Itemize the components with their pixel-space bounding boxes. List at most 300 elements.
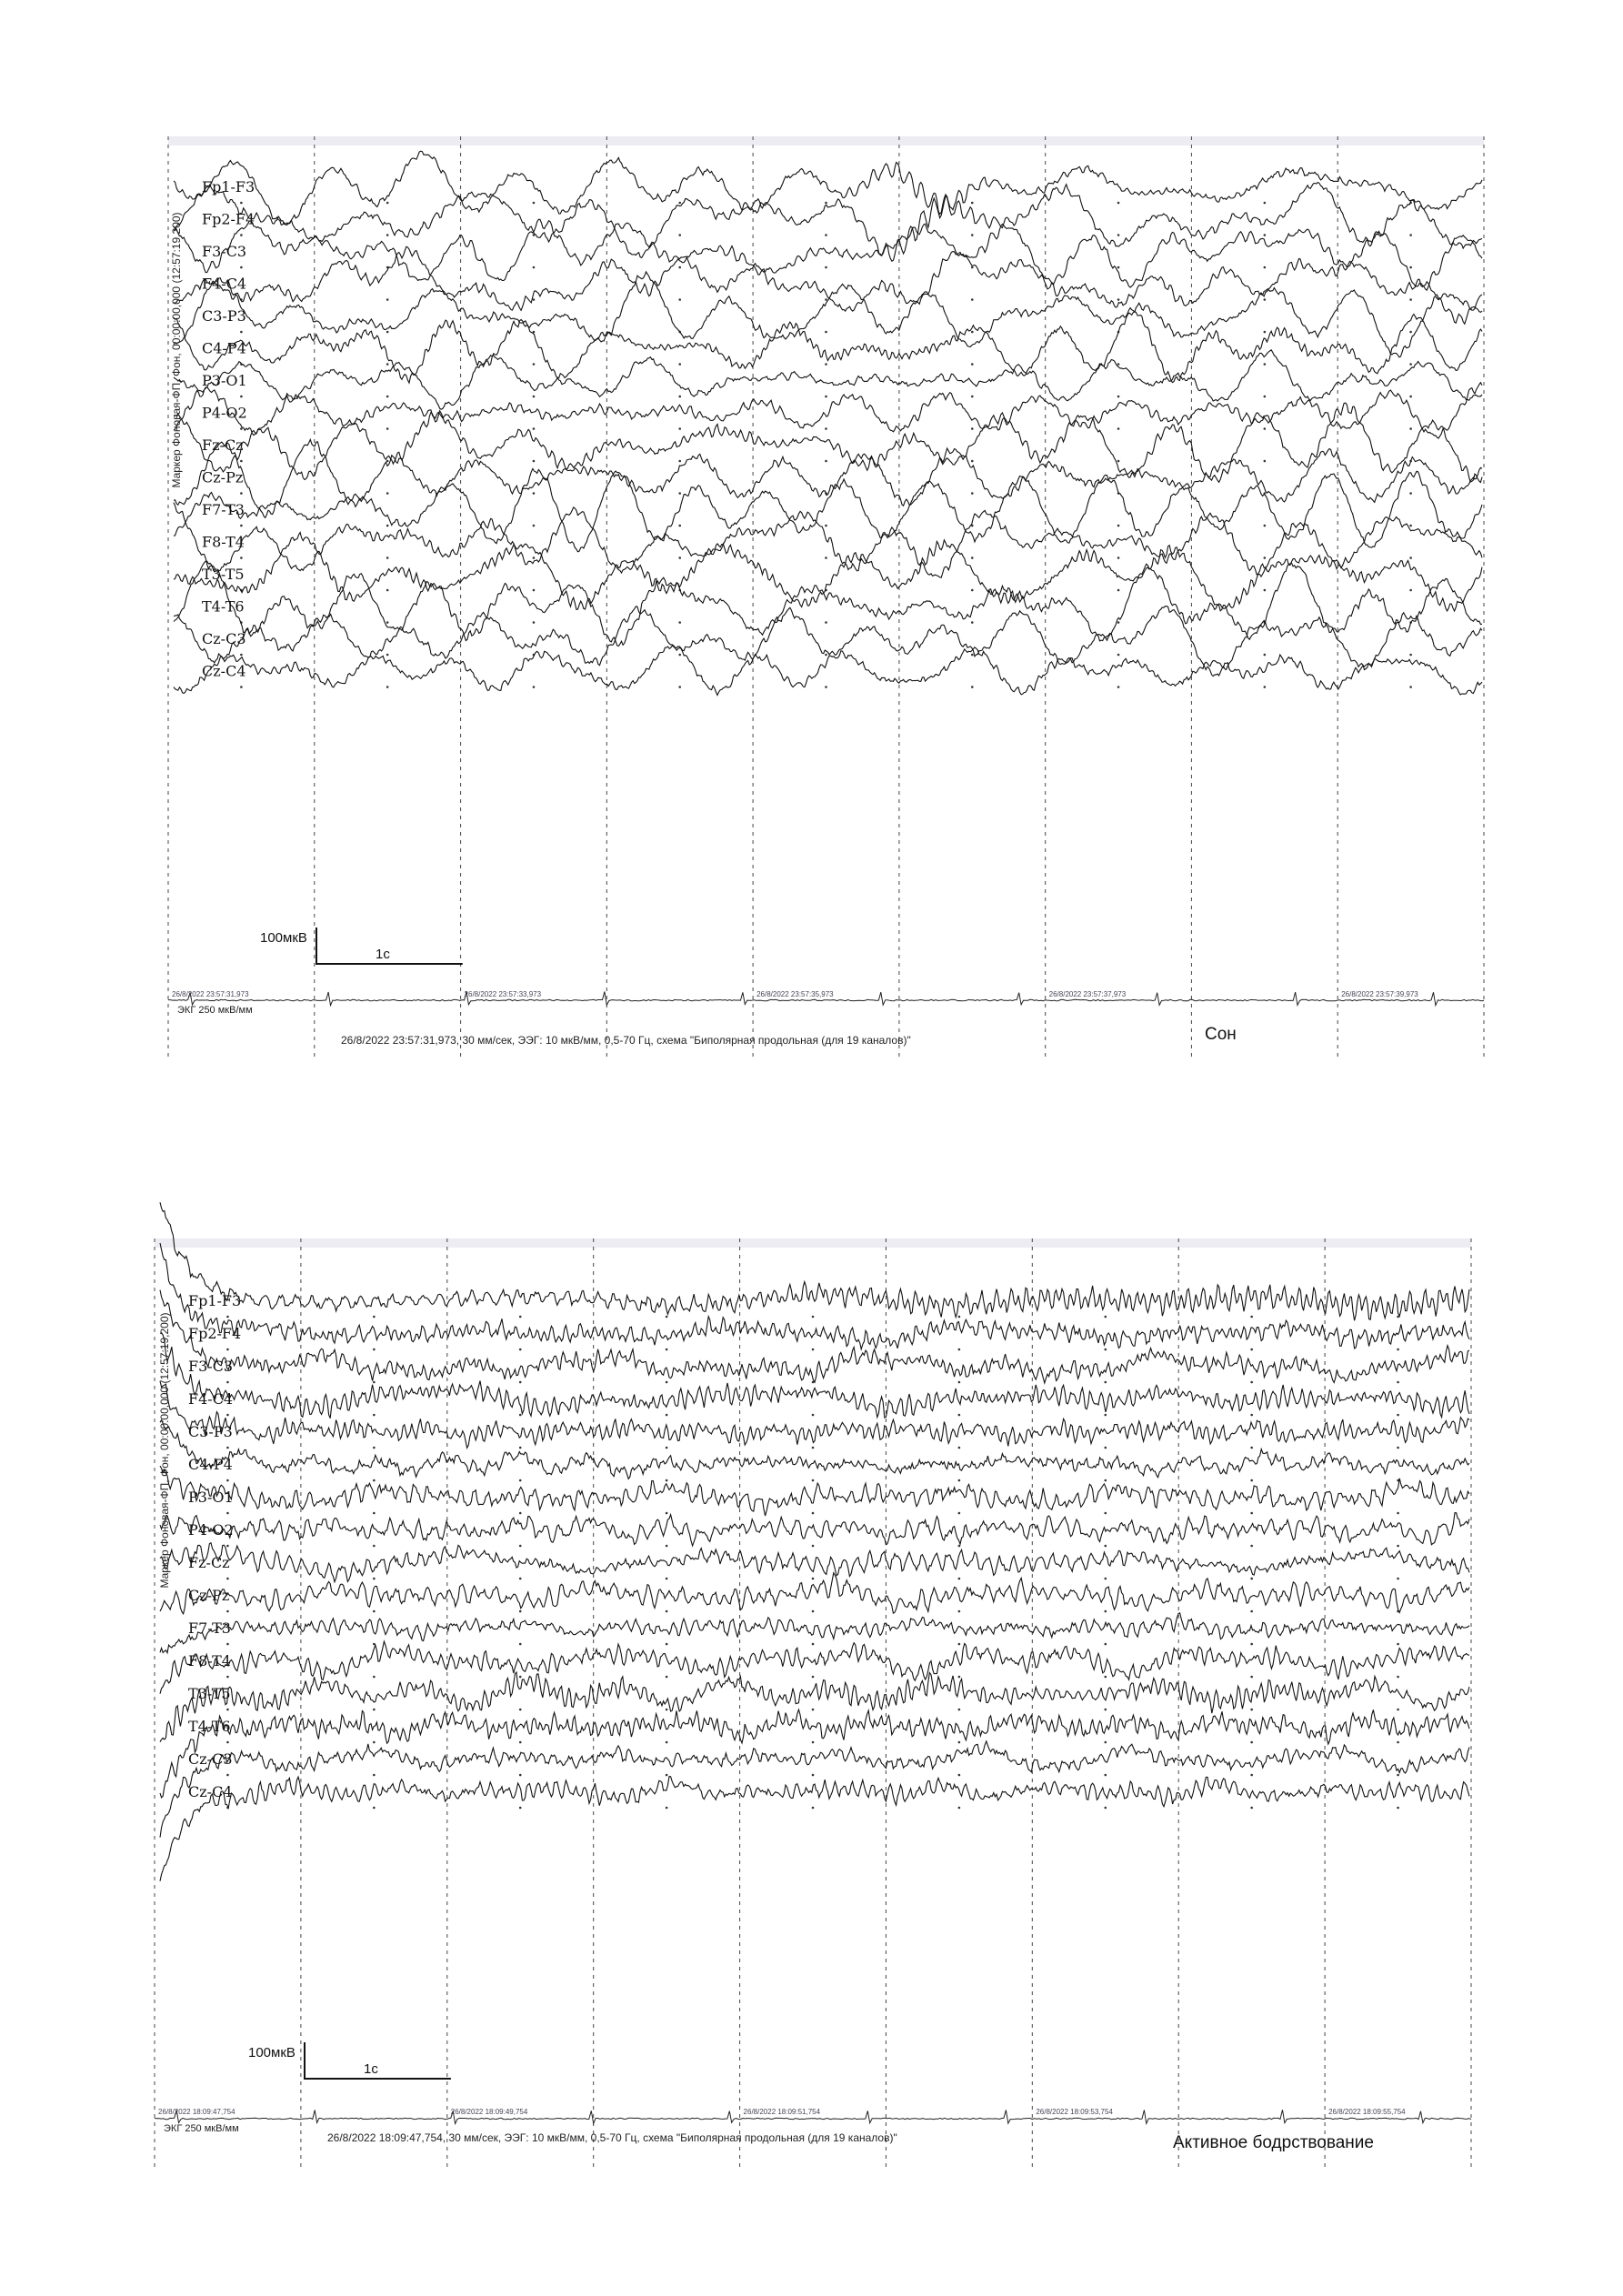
half-second-dot: [519, 1774, 522, 1777]
half-second-dot: [1117, 427, 1120, 430]
half-second-dot: [386, 331, 389, 334]
channel-label: F3-C3: [202, 243, 247, 260]
half-second-dot: [373, 1479, 376, 1482]
half-second-dot: [386, 234, 389, 236]
timestamp: 26/8/2022 23:57:31,973: [172, 990, 249, 998]
half-second-dot: [1117, 298, 1120, 301]
half-second-dot: [1397, 1414, 1399, 1417]
half-second-dot: [971, 589, 974, 592]
scale-amplitude-label: 100мкВ: [260, 930, 307, 946]
half-second-dot: [678, 525, 681, 527]
eeg-trace-cz-pz: [160, 1573, 1469, 1614]
half-second-dot: [226, 1578, 229, 1580]
half-second-dot: [678, 266, 681, 269]
half-second-dot: [971, 266, 974, 269]
half-second-dot: [1250, 1447, 1253, 1449]
half-second-dot: [519, 1643, 522, 1646]
half-second-dot: [386, 427, 389, 430]
top-band: [168, 136, 1484, 145]
half-second-dot: [812, 1512, 815, 1515]
half-second-dot: [1409, 298, 1412, 301]
eeg-trace-cz-c4: [160, 1777, 1469, 1881]
half-second-dot: [666, 1381, 668, 1384]
half-second-dot: [226, 1316, 229, 1318]
half-second-dot: [958, 1447, 961, 1449]
half-second-dot: [1250, 1512, 1253, 1515]
channel-label: P3-O1: [188, 1489, 234, 1506]
half-second-dot: [519, 1414, 522, 1417]
half-second-dot: [1250, 1676, 1253, 1679]
half-second-dot: [1264, 460, 1267, 463]
half-second-dot: [373, 1316, 376, 1318]
half-second-dot: [958, 1610, 961, 1613]
half-second-dot: [533, 686, 536, 688]
half-second-dot: [678, 298, 681, 301]
half-second-dot: [1104, 1512, 1107, 1515]
half-second-dot: [825, 363, 827, 366]
half-second-dot: [1250, 1349, 1253, 1351]
half-second-dot: [1409, 654, 1412, 657]
half-second-dot: [519, 1381, 522, 1384]
half-second-dot: [678, 396, 681, 398]
half-second-dot: [1104, 1807, 1107, 1810]
half-second-dot: [1104, 1643, 1107, 1646]
half-second-dot: [1409, 427, 1412, 430]
channel-label: F4-C4: [188, 1390, 234, 1408]
half-second-dot: [519, 1512, 522, 1515]
half-second-dot: [519, 1676, 522, 1679]
half-second-dot: [373, 1676, 376, 1679]
half-second-dot: [373, 1774, 376, 1777]
half-second-dot: [226, 1774, 229, 1777]
half-second-dot: [386, 202, 389, 205]
half-second-dot: [825, 621, 827, 624]
half-second-dot: [1264, 589, 1267, 592]
half-second-dot: [1104, 1447, 1107, 1449]
eeg-trace-f7-t3: [174, 468, 1482, 551]
half-second-dot: [1409, 331, 1412, 334]
half-second-dot: [1409, 556, 1412, 559]
half-second-dot: [386, 654, 389, 657]
half-second-dot: [1117, 556, 1120, 559]
half-second-dot: [958, 1774, 961, 1777]
channel-label: Cz-C3: [188, 1750, 233, 1768]
half-second-dot: [1117, 460, 1120, 463]
channel-label: F7-T3: [202, 501, 245, 518]
half-second-dot: [666, 1643, 668, 1646]
half-second-dot: [1117, 589, 1120, 592]
half-second-dot: [1250, 1741, 1253, 1744]
half-second-dot: [240, 266, 243, 269]
channel-label: Cz-C3: [202, 630, 246, 647]
channel-label: P4-O2: [202, 404, 247, 422]
half-second-dot: [1397, 1741, 1399, 1744]
half-second-dot: [1104, 1578, 1107, 1580]
half-second-dot: [226, 1610, 229, 1613]
half-second-dot: [678, 202, 681, 205]
half-second-dot: [386, 460, 389, 463]
eeg-trace-t3-t5: [160, 1672, 1469, 1742]
timestamp: 26/8/2022 23:57:33,973: [464, 990, 542, 998]
half-second-dot: [1264, 556, 1267, 559]
half-second-dot: [1397, 1676, 1399, 1679]
half-second-dot: [1250, 1807, 1253, 1810]
half-second-dot: [1104, 1774, 1107, 1777]
marker-text: Маркер Фоновая-ФП, Фон, 00:00:00,000 (12:57:19,200): [170, 212, 183, 488]
half-second-dot: [825, 654, 827, 657]
half-second-dot: [373, 1610, 376, 1613]
recording-info: 26/8/2022 18:09:47,754, 30 мм/сек, ЭЭГ: 10 мкВ/мм, 0,5-70 Гц, схема "Биполярная продольная (для 19 каналов)": [327, 2131, 897, 2144]
channel-label: C4-P4: [202, 339, 246, 357]
half-second-dot: [958, 1578, 961, 1580]
half-second-dot: [1397, 1709, 1399, 1711]
half-second-dot: [519, 1349, 522, 1351]
half-second-dot: [825, 266, 827, 269]
half-second-dot: [1250, 1545, 1253, 1548]
half-second-dot: [678, 460, 681, 463]
half-second-dot: [812, 1316, 815, 1318]
half-second-dot: [1264, 654, 1267, 657]
half-second-dot: [1264, 396, 1267, 398]
half-second-dot: [825, 427, 827, 430]
channel-label: F8-T4: [202, 533, 245, 551]
half-second-dot: [812, 1807, 815, 1810]
half-second-dot: [825, 331, 827, 334]
half-second-dot: [1117, 525, 1120, 527]
half-second-dot: [666, 1709, 668, 1711]
half-second-dot: [373, 1643, 376, 1646]
half-second-dot: [971, 202, 974, 205]
channel-label: T4-T6: [188, 1718, 231, 1735]
half-second-dot: [1117, 654, 1120, 657]
channel-label: C4-P4: [188, 1456, 233, 1473]
half-second-dot: [519, 1741, 522, 1744]
half-second-dot: [1250, 1709, 1253, 1711]
half-second-dot: [1250, 1479, 1253, 1482]
state-label: Активное бодрствование: [1173, 2133, 1374, 2152]
half-second-dot: [1104, 1381, 1107, 1384]
channel-label: C3-P3: [202, 307, 246, 325]
half-second-dot: [666, 1349, 668, 1351]
channel-label: Cz-C4: [202, 662, 246, 680]
half-second-dot: [666, 1479, 668, 1482]
half-second-dot: [226, 1479, 229, 1482]
half-second-dot: [1250, 1774, 1253, 1777]
half-second-dot: [812, 1741, 815, 1744]
half-second-dot: [812, 1414, 815, 1417]
half-second-dot: [1117, 396, 1120, 398]
channel-label: Fp2-F4: [188, 1325, 242, 1342]
half-second-dot: [533, 492, 536, 495]
half-second-dot: [1409, 686, 1412, 688]
half-second-dot: [519, 1578, 522, 1580]
half-second-dot: [226, 1447, 229, 1449]
half-second-dot: [373, 1512, 376, 1515]
eeg-trace-f3-c3: [174, 219, 1482, 290]
half-second-dot: [240, 234, 243, 236]
eeg-trace-p4-o2: [160, 1513, 1469, 1546]
half-second-dot: [1397, 1447, 1399, 1449]
half-second-dot: [971, 331, 974, 334]
half-second-dot: [971, 556, 974, 559]
half-second-dot: [971, 686, 974, 688]
eeg-trace-cz-c3: [174, 607, 1482, 677]
half-second-dot: [1264, 234, 1267, 236]
channel-label: F3-C3: [188, 1358, 234, 1375]
timestamp: 26/8/2022 23:57:37,973: [1048, 990, 1127, 998]
half-second-dot: [1104, 1741, 1107, 1744]
channel-label: Cz-Pz: [188, 1587, 230, 1604]
ecg-label: ЭКГ 250 мкВ/мм: [177, 1005, 253, 1016]
half-second-dot: [812, 1578, 815, 1580]
half-second-dot: [971, 492, 974, 495]
half-second-dot: [1117, 202, 1120, 205]
half-second-dot: [1250, 1610, 1253, 1613]
half-second-dot: [1250, 1414, 1253, 1417]
half-second-dot: [373, 1741, 376, 1744]
half-second-dot: [373, 1578, 376, 1580]
eeg-trace-p3-o1: [174, 350, 1482, 409]
half-second-dot: [519, 1709, 522, 1711]
half-second-dot: [533, 621, 536, 624]
eeg-trace-fz-cz: [160, 1543, 1469, 1582]
half-second-dot: [240, 556, 243, 559]
eeg-panel-active-wakefulness: [155, 1202, 1471, 2169]
half-second-dot: [226, 1741, 229, 1744]
half-second-dot: [533, 363, 536, 366]
scale-time-label: 1с: [364, 2061, 378, 2077]
channel-label: Fp1-F3: [202, 178, 255, 196]
half-second-dot: [240, 331, 243, 334]
half-second-dot: [373, 1709, 376, 1711]
half-second-dot: [971, 396, 974, 398]
eeg-trace-c4-p4: [174, 312, 1482, 384]
timestamp: 26/8/2022 18:09:53,754: [1036, 2108, 1113, 2116]
eeg-trace-p3-o1: [160, 1466, 1469, 1516]
channel-label: Fp1-F3: [188, 1292, 242, 1309]
half-second-dot: [519, 1447, 522, 1449]
top-band: [155, 1238, 1471, 1248]
half-second-dot: [666, 1774, 668, 1777]
half-second-dot: [386, 298, 389, 301]
half-second-dot: [958, 1512, 961, 1515]
half-second-dot: [678, 654, 681, 657]
half-second-dot: [533, 525, 536, 527]
half-second-dot: [533, 396, 536, 398]
half-second-dot: [812, 1774, 815, 1777]
half-second-dot: [971, 654, 974, 657]
half-second-dot: [1264, 331, 1267, 334]
half-second-dot: [386, 556, 389, 559]
half-second-dot: [1397, 1774, 1399, 1777]
half-second-dot: [533, 266, 536, 269]
eeg-trace-f4-c4: [174, 246, 1482, 324]
half-second-dot: [825, 396, 827, 398]
half-second-dot: [1397, 1349, 1399, 1351]
half-second-dot: [240, 492, 243, 495]
half-second-dot: [1409, 589, 1412, 592]
half-second-dot: [1264, 525, 1267, 527]
half-second-dot: [1397, 1807, 1399, 1810]
recording-info: 26/8/2022 23:57:31,973, 30 мм/сек, ЭЭГ: 10 мкВ/мм, 0,5-70 Гц, схема "Биполярная продольная (для 19 каналов)": [341, 1034, 911, 1047]
half-second-dot: [386, 589, 389, 592]
half-second-dot: [240, 427, 243, 430]
half-second-dot: [373, 1545, 376, 1548]
timestamp: 26/8/2022 18:09:51,754: [743, 2108, 821, 2116]
half-second-dot: [1409, 363, 1412, 366]
half-second-dot: [373, 1349, 376, 1351]
half-second-dot: [519, 1316, 522, 1318]
half-second-dot: [519, 1610, 522, 1613]
eeg-trace-p4-o2: [174, 383, 1482, 438]
half-second-dot: [825, 298, 827, 301]
half-second-dot: [958, 1741, 961, 1744]
half-second-dot: [519, 1479, 522, 1482]
half-second-dot: [533, 556, 536, 559]
half-second-dot: [226, 1709, 229, 1711]
half-second-dot: [1409, 266, 1412, 269]
half-second-dot: [1264, 298, 1267, 301]
half-second-dot: [666, 1316, 668, 1318]
half-second-dot: [678, 427, 681, 430]
half-second-dot: [678, 492, 681, 495]
eeg-trace-f7-t3: [160, 1613, 1469, 1653]
eeg-trace-cz-pz: [174, 439, 1482, 517]
eeg-panel-sleep: [168, 136, 1484, 1059]
half-second-dot: [1397, 1545, 1399, 1548]
half-second-dot: [825, 556, 827, 559]
half-second-dot: [1264, 266, 1267, 269]
half-second-dot: [1104, 1709, 1107, 1711]
eeg-trace-f4-c4: [160, 1333, 1469, 1419]
half-second-dot: [971, 298, 974, 301]
half-second-dot: [226, 1643, 229, 1646]
eeg-trace-f8-t4: [160, 1641, 1469, 1694]
half-second-dot: [1397, 1578, 1399, 1580]
half-second-dot: [1409, 396, 1412, 398]
half-second-dot: [226, 1414, 229, 1417]
half-second-dot: [1104, 1414, 1107, 1417]
half-second-dot: [971, 234, 974, 236]
half-second-dot: [812, 1447, 815, 1449]
timestamp: 26/8/2022 23:57:39,973: [1341, 990, 1418, 998]
half-second-dot: [1117, 363, 1120, 366]
half-second-dot: [678, 363, 681, 366]
half-second-dot: [226, 1381, 229, 1384]
channel-label: T3-T5: [188, 1685, 231, 1702]
half-second-dot: [386, 363, 389, 366]
half-second-dot: [1409, 234, 1412, 236]
half-second-dot: [519, 1807, 522, 1810]
half-second-dot: [1397, 1381, 1399, 1384]
half-second-dot: [533, 427, 536, 430]
half-second-dot: [958, 1643, 961, 1646]
half-second-dot: [373, 1381, 376, 1384]
half-second-dot: [812, 1479, 815, 1482]
half-second-dot: [666, 1610, 668, 1613]
half-second-dot: [1264, 202, 1267, 205]
half-second-dot: [533, 460, 536, 463]
half-second-dot: [533, 202, 536, 205]
eeg-trace-t4-t6: [174, 561, 1482, 647]
channel-label: Cz-Pz: [202, 468, 244, 486]
half-second-dot: [666, 1545, 668, 1548]
half-second-dot: [1409, 492, 1412, 495]
half-second-dot: [825, 686, 827, 688]
half-second-dot: [971, 427, 974, 430]
half-second-dot: [812, 1610, 815, 1613]
half-second-dot: [666, 1578, 668, 1580]
channel-label: C3-P3: [188, 1423, 233, 1440]
half-second-dot: [386, 492, 389, 495]
channel-label: P4-O2: [188, 1521, 234, 1539]
half-second-dot: [386, 686, 389, 688]
half-second-dot: [226, 1349, 229, 1351]
eeg-trace-fp2-f4: [160, 1243, 1469, 1349]
half-second-dot: [1104, 1676, 1107, 1679]
half-second-dot: [1104, 1479, 1107, 1482]
channel-label: Fp2-F4: [202, 210, 255, 228]
half-second-dot: [812, 1709, 815, 1711]
half-second-dot: [958, 1807, 961, 1810]
marker-text: Маркер Фоновая-ФП, Фон, 00:00:00,000 (12:57:19,200): [158, 1312, 171, 1589]
half-second-dot: [240, 396, 243, 398]
half-second-dot: [666, 1676, 668, 1679]
half-second-dot: [1104, 1610, 1107, 1613]
half-second-dot: [958, 1349, 961, 1351]
half-second-dot: [958, 1676, 961, 1679]
half-second-dot: [1264, 686, 1267, 688]
half-second-dot: [240, 654, 243, 657]
half-second-dot: [958, 1414, 961, 1417]
half-second-dot: [373, 1447, 376, 1449]
half-second-dot: [240, 460, 243, 463]
ecg-label: ЭКГ 250 мкВ/мм: [164, 2123, 239, 2134]
half-second-dot: [1264, 363, 1267, 366]
half-second-dot: [825, 525, 827, 527]
half-second-dot: [386, 621, 389, 624]
half-second-dot: [1397, 1512, 1399, 1515]
half-second-dot: [666, 1807, 668, 1810]
half-second-dot: [678, 556, 681, 559]
timestamp: 26/8/2022 18:09:47,754: [158, 2108, 235, 2116]
scale-amplitude-label: 100мкВ: [248, 2045, 296, 2060]
half-second-dot: [666, 1447, 668, 1449]
channel-label: Cz-C4: [188, 1783, 233, 1800]
half-second-dot: [533, 298, 536, 301]
half-second-dot: [1117, 621, 1120, 624]
eeg-trace-fp1-f3: [160, 1202, 1469, 1320]
eeg-trace-cz-c3: [160, 1741, 1469, 1838]
channel-label: T4-T6: [202, 597, 245, 616]
timestamp: 26/8/2022 18:09:55,754: [1328, 2108, 1406, 2116]
half-second-dot: [666, 1512, 668, 1515]
half-second-dot: [666, 1741, 668, 1744]
half-second-dot: [1397, 1643, 1399, 1646]
half-second-dot: [386, 396, 389, 398]
eeg-trace-c4-p4: [160, 1420, 1469, 1479]
half-second-dot: [240, 686, 243, 688]
half-second-dot: [226, 1545, 229, 1548]
half-second-dot: [240, 202, 243, 205]
channel-label: Fz-Cz: [188, 1554, 230, 1571]
half-second-dot: [825, 202, 827, 205]
channel-label: F4-C4: [202, 275, 247, 293]
half-second-dot: [812, 1676, 815, 1679]
half-second-dot: [678, 234, 681, 236]
half-second-dot: [666, 1414, 668, 1417]
half-second-dot: [971, 621, 974, 624]
